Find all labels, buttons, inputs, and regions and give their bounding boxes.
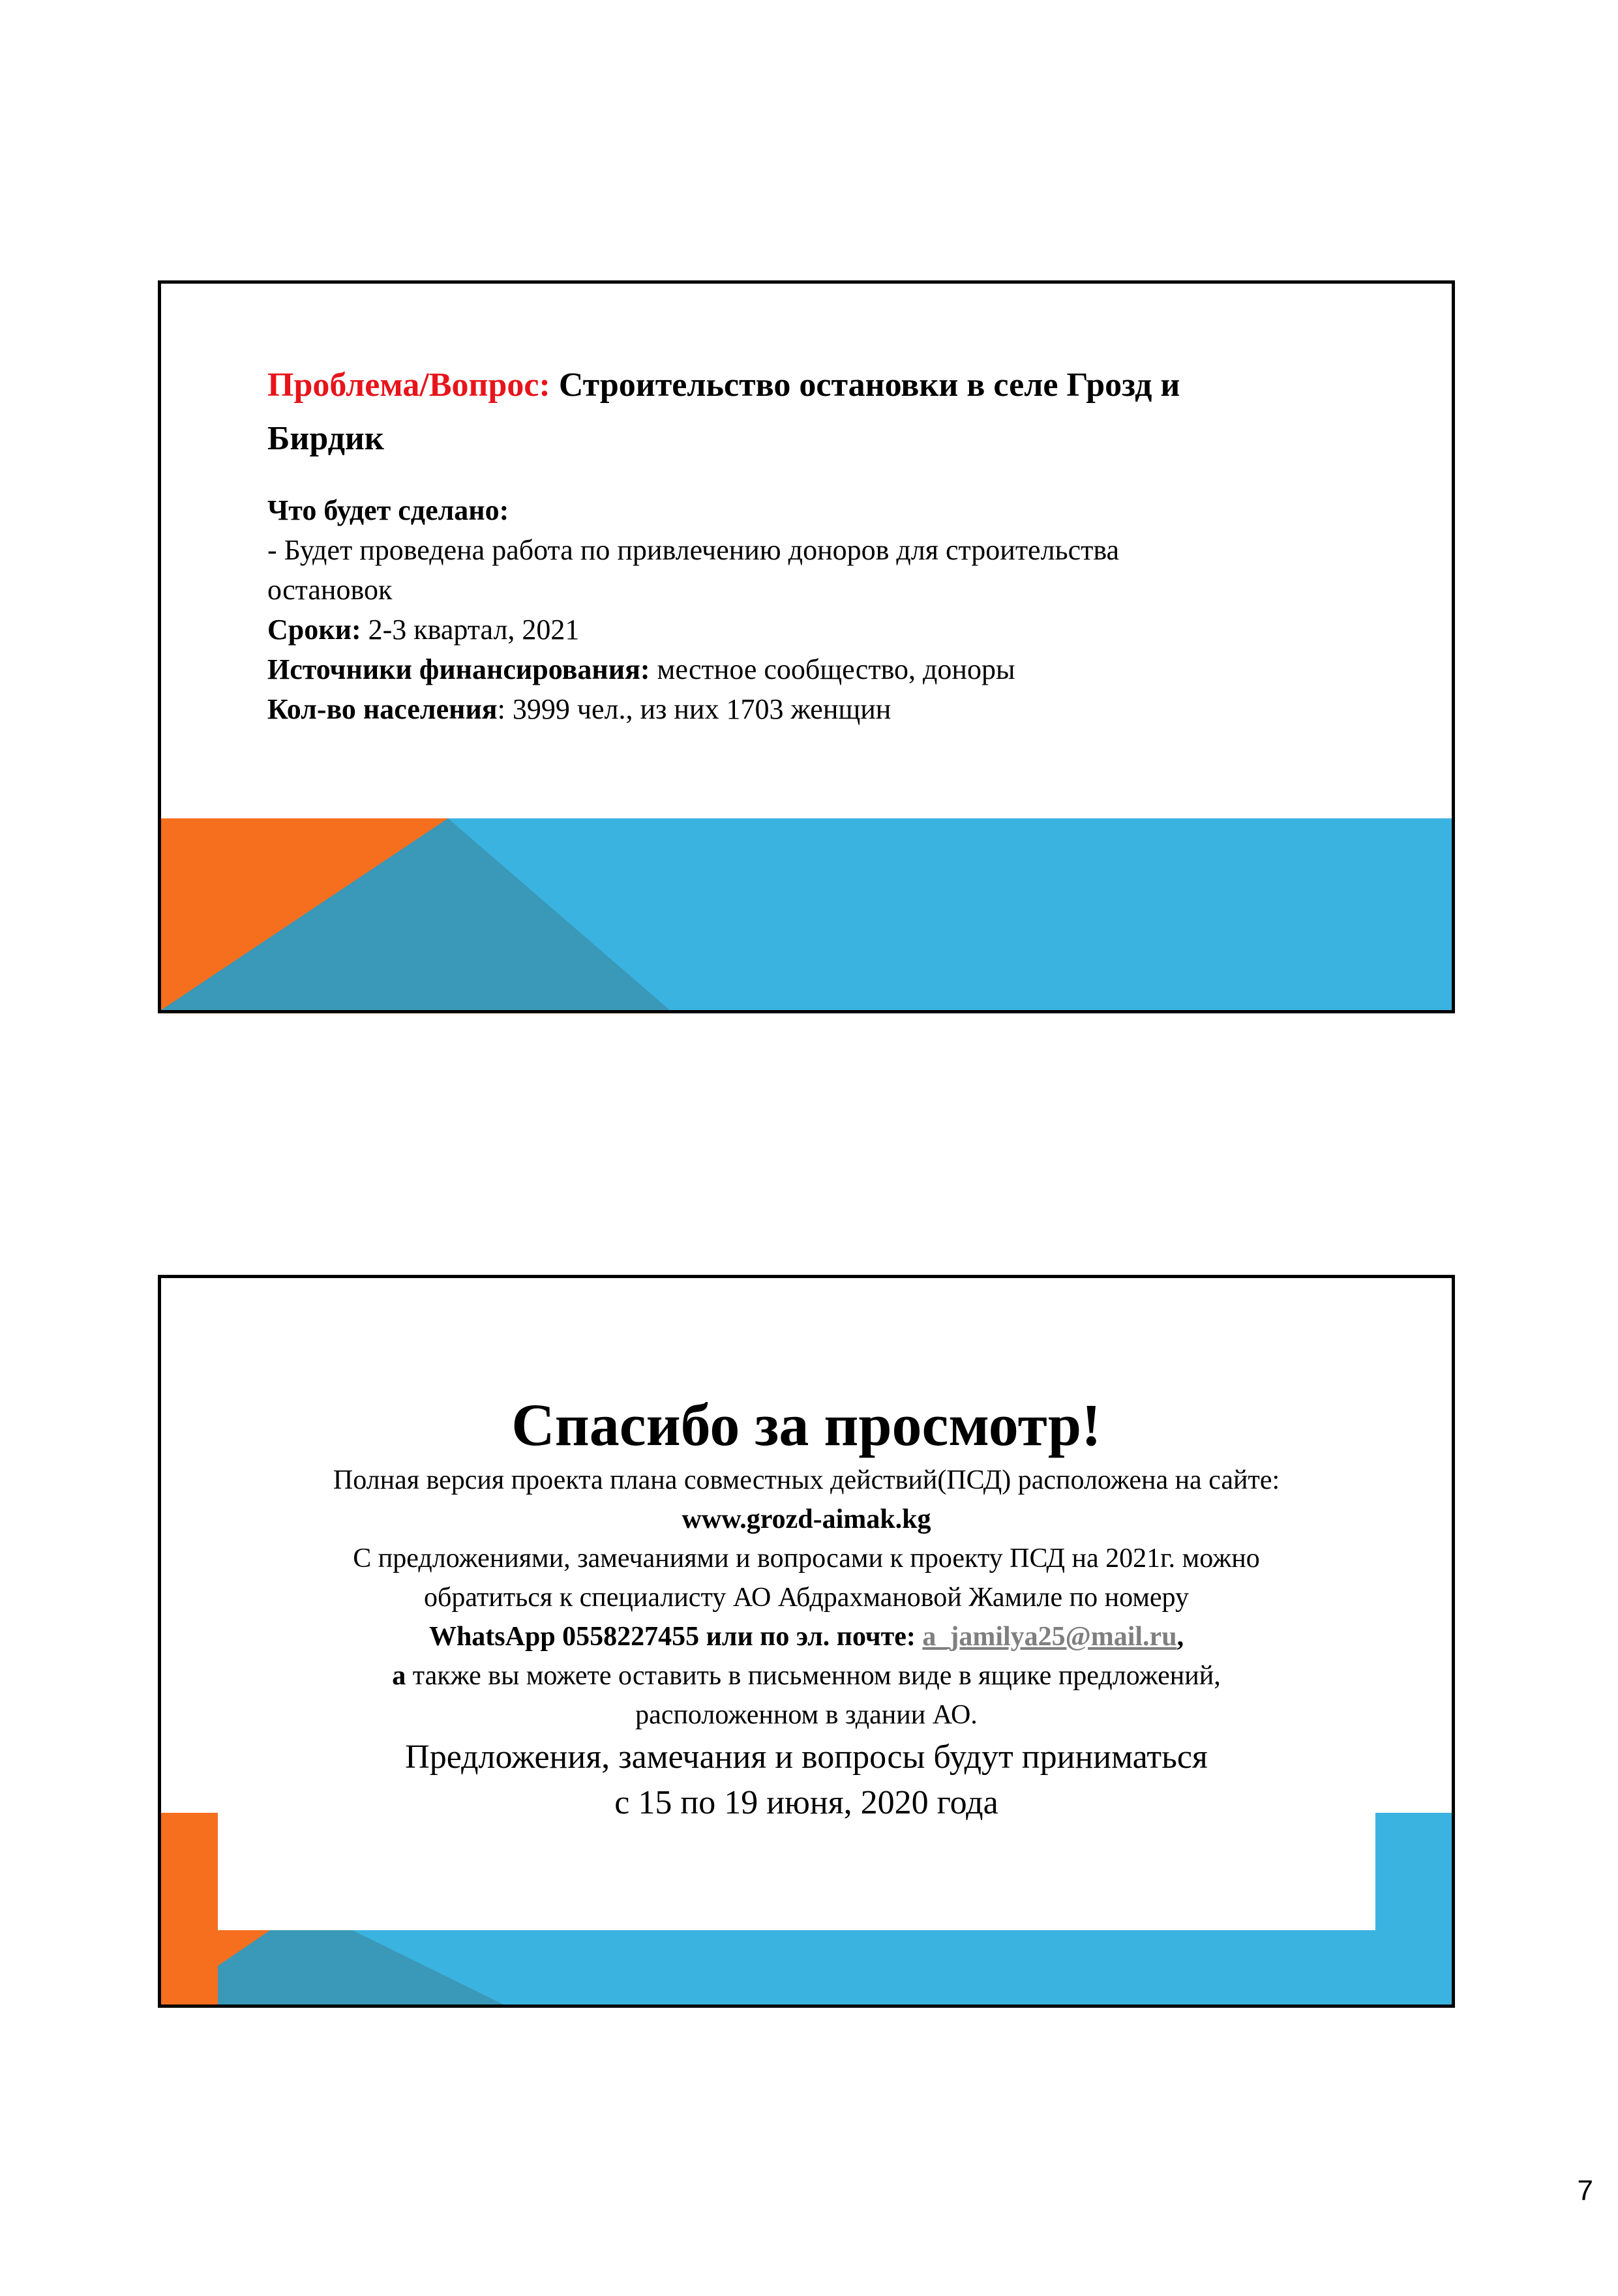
slide-thanks (158, 1275, 1455, 2008)
what-heading: Что будет сделано: (267, 494, 509, 526)
problem-label: Проблема/Вопрос: (267, 366, 550, 404)
info-line-7: расположенном в здании АО. (635, 1700, 978, 1730)
deadline-value: 2-3 квартал, 2021 (361, 614, 580, 646)
info-line-3: С предложениями, замечаниями и вопросами к проекту ПСД на 2021г. можно (353, 1543, 1260, 1573)
page-number: 7 (1577, 2175, 1593, 2207)
final-line-1: Предложения, замечания и вопросы будут приниматься (405, 1738, 1208, 1776)
population-label: Кол-во населения (267, 693, 498, 725)
population-line (267, 689, 1389, 729)
what-line-1: - Будет проведена работа по привлечению доноров для строительства (267, 534, 1120, 566)
decorative-band (161, 818, 1452, 1010)
what-line-2: остановок (267, 574, 393, 606)
deadline-paragraph (161, 1735, 1452, 1826)
info-line-6-bold: а (392, 1661, 406, 1691)
contact-text: WhatsApp 0558227455 или по эл. почте: (428, 1622, 923, 1652)
slide-problem (158, 280, 1455, 1013)
info-line-1: Полная версия проекта плана совместных действий(ПСД) расположена на сайте: (333, 1465, 1280, 1495)
problem-title-text-2: Бирдик (267, 420, 384, 457)
problem-body (267, 490, 1389, 729)
population-value: : 3999 чел., из них 1703 женщин (497, 693, 891, 725)
info-line-6-rest: также вы можете оставить в письменном виде в ящике предложений, (406, 1661, 1221, 1691)
problem-title (267, 359, 1389, 466)
problem-title-text: Строительство остановки в селе Грозд и (550, 366, 1180, 404)
deadline-line (267, 610, 1389, 649)
funding-line (267, 649, 1389, 689)
contact-line (161, 1617, 1452, 1656)
contact-comma: , (1176, 1622, 1184, 1652)
info-line-4: обратиться к специалисту АО Абдрахмановой Жамиле по номеру (424, 1583, 1189, 1613)
funding-value: местное сообщество, доноры (650, 653, 1015, 685)
decorative-band-graphic (161, 818, 1452, 1010)
funding-label: Источники финансирования: (267, 653, 650, 685)
slide-thanks-content (161, 1389, 1452, 1826)
info-paragraph (161, 1461, 1452, 1735)
info-line-6 (161, 1656, 1452, 1695)
email-link[interactable]: a_jamilya25@mail.ru (922, 1622, 1177, 1652)
slide-problem-content (267, 359, 1389, 729)
deadline-label: Сроки: (267, 614, 361, 646)
thanks-heading: Спасибо за просмотр! (511, 1392, 1101, 1458)
final-line-2: с 15 по 19 июня, 2020 года (614, 1784, 998, 1821)
website-link[interactable]: www.grozd-aimak.kg (682, 1504, 931, 1534)
